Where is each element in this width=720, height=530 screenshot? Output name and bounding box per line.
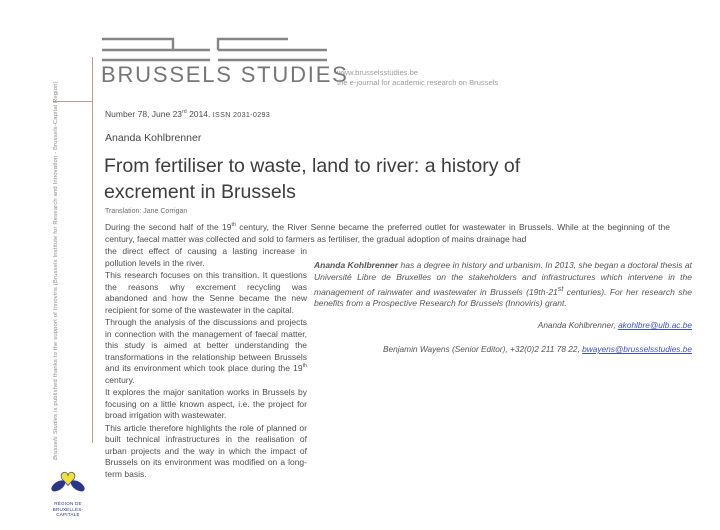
abstract-intro [105,222,670,245]
journal-site-url: www.brusselsstudies.be [337,68,419,77]
publisher-credit-text: is published thanks to the support of Innoviris (Brussels Institute for Research and Innovation - Brussels-Capital Region) [53,81,59,414]
journal-tagline-text: the e-journal for academic research on Brussels [337,77,499,87]
century-ordinal: th [302,363,307,370]
editor-contact-line [383,344,692,354]
century-ordinal: st [557,284,564,293]
author-contact-line [538,320,692,330]
abstract-paragraph [105,317,307,386]
author-bio [314,260,692,310]
brussels-region-logo [44,468,92,518]
publisher-credit-journal-name: Brussels Studies [53,413,59,460]
vertical-rule [92,57,93,443]
logo-lines-icon [102,35,330,63]
abstract-paragraph: It explores the major sanitation works in Brussels by focusing on a little known aspect, i.e. the project for broad irrigation with wastewater. [105,387,307,420]
iris-flower-icon [50,468,86,494]
abstract-paragraph-text: Through the analysis of the discussions and projects in connection with the management of faecal matter, this study is aimed at better understanding the transformations in the relationship between Brussels and its environment which took place during the 19 [105,317,307,373]
author-email-link[interactable]: akohlbre@ulb.ac.be [618,320,692,330]
translation-credit: Translation: Jane Corrigan [105,208,188,215]
region-caption-line: BRUXELLES- [52,506,84,512]
abstract-paragraph: This article therefore highlights the role of planned or built technical infrastructures in the realisation of urban projects and the way in which the impact of Brussels on its environment was modified on a long-term basis. [105,422,307,479]
region-logo-caption [44,501,92,518]
century-ordinal: th [231,222,236,229]
editor-email-link[interactable]: bwayens@brusselsstudies.be [582,344,692,354]
author-contact-text: Ananda Kohlbrenner, [537,320,619,330]
abstract-column [105,246,307,481]
article-title: From fertiliser to waste, land to river: a history of excrement in Brussels [104,155,521,203]
publisher-credit [53,81,63,460]
issue-year: 2014. [186,109,213,119]
region-caption-line: RÉGION DE [54,501,82,506]
bio-text: has a degree in history and urbanism. In 2013, she began a doctoral thesis at Université Libre de Bruxelles on the stakeholders and infrastructures which intervene in the management of rainwater and wastewater in Brussels (19th-21 [314,260,692,297]
author-name: Ananda Kohlbrenner [105,132,202,144]
issue-number-date: Number 78, June 23 [105,109,183,119]
abstract-intro-text: During the second half of the 19 [105,222,232,232]
bio-text: centuries). For her research she benefits from a Prospective Research for Brussels (Innoviris) grant. [314,286,692,309]
abstract-paragraph: This research focuses on this transition. It questions the reasons why excrement recycling was abandoned and how the Senne became the new recipient for some of the wastewater in the capital. [105,270,307,315]
issn-number: ISSN 2031-0293 [212,110,271,119]
editor-contact-text: Benjamin Wayens (Senior Editor), +32(0)2 211 78 22, [382,344,583,354]
bio-author-name: Ananda Kohlbrenner [314,260,399,270]
journal-brand: BRUSSELS STUDIES [101,62,349,87]
issue-ordinal: rd [182,109,187,116]
abstract-paragraph: the direct effect of causing a lasting increase in pollution levels in the river. [105,246,307,268]
abstract-paragraph-text: century. [105,374,135,385]
region-caption-line: CAPITALE [56,512,80,518]
issue-line [105,109,270,119]
journal-tagline [337,68,498,87]
abstract-intro-text: century, the River Senne became the preferred outlet for wastewater in Brussels. While at the beginning of the century, faecal matter was collected and sold to farmers as fertiliser, the gradual adoption of mains drainage had [105,222,670,244]
